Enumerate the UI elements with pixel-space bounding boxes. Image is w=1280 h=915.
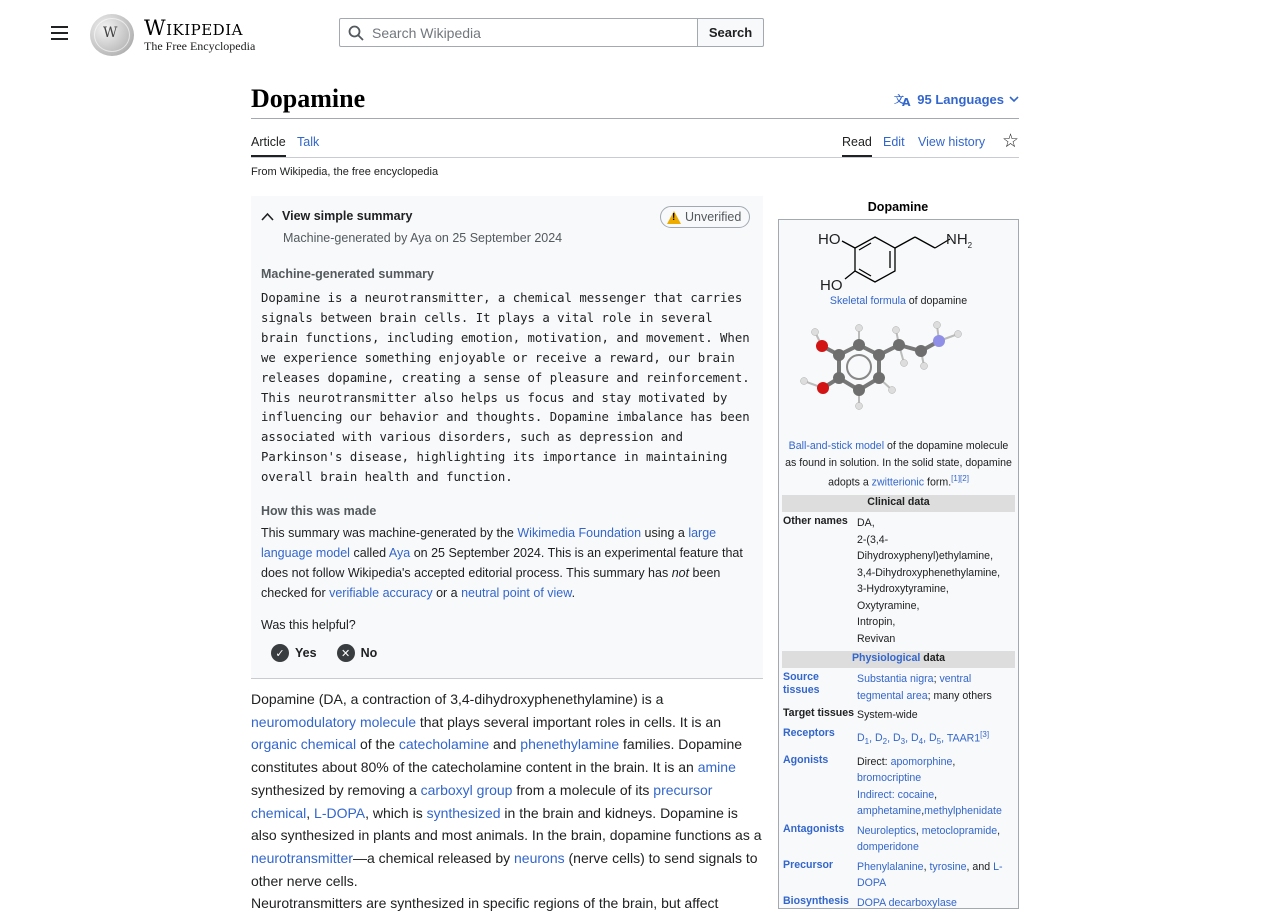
search-input[interactable] [372, 25, 672, 41]
link-synthesized[interactable]: synthesized [426, 804, 501, 821]
text: —a chemical released by [352, 849, 515, 866]
d-text: D [875, 732, 883, 745]
skeletal-caption [782, 295, 1015, 308]
text: , [915, 824, 922, 837]
text: data [920, 652, 946, 665]
physiological-data-header [782, 651, 1015, 668]
d-text: D [911, 732, 919, 745]
skeletal-formula-image[interactable] [782, 223, 1015, 295]
link-catecholamine[interactable]: catecholamine [398, 736, 490, 753]
yes-label: Yes [295, 646, 317, 660]
nh-subscript: 2 [967, 241, 973, 250]
antagonists-row [782, 823, 1015, 856]
tab-read[interactable]: Read [842, 135, 872, 157]
how-made-title: How this was made [261, 504, 377, 518]
summary-toggle-label: View simple summary [282, 209, 413, 223]
receptors-row [782, 727, 1015, 751]
link-ventral-tegmental-area[interactable]: ventral tegmental area [857, 673, 972, 702]
search-form [339, 18, 764, 47]
link-tyrosine[interactable]: tyrosine [929, 860, 967, 873]
hamburger-line [51, 32, 68, 34]
ball-and-stick-caption [782, 438, 1015, 491]
text: , which is [365, 804, 427, 821]
language-button[interactable] [894, 92, 1019, 107]
link-neurotransmitter[interactable]: neurotransmitter [251, 849, 353, 866]
receptor-d3[interactable] [893, 732, 906, 747]
link-carboxyl-group[interactable]: carboxyl group [420, 781, 513, 798]
target-tissues-row [782, 707, 1015, 724]
text: using a [641, 526, 689, 540]
text: , [306, 804, 315, 821]
unverified-badge [660, 206, 750, 228]
link-l-dopa[interactable]: L-DOPA [314, 804, 366, 821]
ho-label-bottom: HO [820, 277, 843, 294]
no-button[interactable] [337, 644, 378, 662]
link-substantia-nigra[interactable]: Substantia nigra [857, 673, 934, 686]
sub: 4 [918, 737, 924, 747]
text: that plays several important roles in cells. It is an [415, 713, 722, 730]
search-button[interactable]: Search [698, 18, 764, 47]
text: in the brain and kidneys. Dopamine is also synthesized in plants and most animals. In the brain, dopamine functions as a [251, 804, 762, 844]
other-name: Oxytyramine, [857, 599, 920, 612]
ho-label-top: HO [818, 231, 841, 248]
text: or a [432, 585, 462, 600]
title-row [251, 84, 1019, 119]
yes-button[interactable] [271, 644, 317, 662]
page-title: Dopamine [251, 84, 366, 113]
text: , [934, 788, 938, 801]
d-text: D [929, 732, 937, 745]
precursor-value [857, 859, 1015, 892]
page-tabs [251, 130, 1019, 158]
wordmark-tagline: The Free Encyclopedia [144, 39, 256, 53]
link-neuromodulatory-molecule[interactable]: neuromodulatory molecule [251, 713, 416, 730]
ball-and-stick-icon [782, 308, 1015, 438]
biosynthesis-label[interactable]: Biosynthesis [783, 894, 849, 907]
hamburger-icon [51, 26, 68, 28]
sub: 3 [900, 737, 906, 747]
summary-text: Dopamine is a neurotransmitter, a chemical messenger that carries signals between brain cells. It plays a vital role in several brain functions, including emotion, motivation, and movement. When we experience something enjoyable or receive a reward, our brain releases dopamine, creating a sense of pleasure and reinforcement. This neurotransmitter also helps us focus and stay motivated by influencing our behavior and thoughts. Dopamine imbalance has been associated with various disorders, such as depression and Parkinson's disease, highlighting its importance in maintaining overall brain health and function. [261, 291, 750, 485]
link-indirect[interactable]: Indirect: [857, 788, 898, 801]
emphasis: not [671, 565, 690, 580]
source-tissues-label[interactable]: Source tissues [783, 671, 820, 697]
text: , [997, 824, 1001, 837]
text: Direct: [857, 755, 891, 768]
other-name: 3-Hydroxytyramine, [857, 583, 949, 596]
text: form. [924, 476, 952, 489]
text: ; [933, 673, 940, 686]
link-ball-and-stick-model[interactable]: Ball-and-stick model [788, 440, 885, 452]
receptor-taar1[interactable]: TAAR1 [946, 732, 981, 745]
search-box [339, 18, 698, 47]
link-neurons[interactable]: neurons [514, 849, 565, 866]
link-neuroleptics[interactable]: Neuroleptics [857, 824, 916, 837]
summary-meta: Machine-generated by Aya on 25 September 2024 [283, 231, 563, 245]
source-tissues-value [857, 671, 1015, 704]
other-name: 3,4-Dihydroxyphenethylamine, [857, 566, 1001, 579]
link-apomorphine[interactable]: apomorphine [890, 755, 953, 768]
receptor-d5[interactable] [929, 732, 942, 747]
check-circle-icon: ✓ [271, 644, 289, 662]
receptor-d2[interactable] [875, 732, 888, 747]
wikipedia-logo[interactable] [90, 14, 255, 56]
close-circle-icon: ✕ [337, 644, 355, 662]
biosynthesis-row [782, 895, 1015, 912]
other-names-row [782, 515, 1015, 647]
precursor-row [782, 859, 1015, 892]
link-physiological[interactable]: Physiological [851, 652, 921, 665]
svg-text:A: A [902, 96, 911, 109]
antagonists-value [857, 823, 1015, 856]
link-amine[interactable]: amine [697, 759, 736, 776]
warning-icon [667, 211, 681, 224]
unverified-label: Unverified [685, 210, 742, 224]
text: Neurotransmitters are synthesized in specific regions of the brain, but affect [251, 895, 719, 912]
link-phenethylamine[interactable]: phenethylamine [520, 736, 620, 753]
main-menu-button[interactable] [44, 18, 74, 48]
text: ; many others [927, 689, 992, 702]
skeletal-formula-icon [782, 223, 1015, 295]
clinical-data-header: Clinical data [782, 495, 1015, 512]
text: , [952, 755, 956, 768]
link-methylphenidate[interactable]: methylphenidate [924, 805, 1002, 818]
source-tissues-row [782, 671, 1015, 704]
text: , and [966, 860, 994, 873]
how-made-text [261, 524, 756, 604]
d-text: D [893, 732, 901, 745]
sub: 2 [882, 737, 888, 747]
receptors-label[interactable]: Receptors [783, 726, 835, 739]
text: from a molecule of its [512, 781, 654, 798]
link-l-dopa-precursor[interactable]: L-DOPA [857, 860, 1003, 890]
site-subtitle: From Wikipedia, the free encyclopedia [251, 166, 439, 178]
text: and [489, 736, 521, 753]
text: of dopamine [905, 295, 968, 307]
link-cocaine[interactable]: cocaine [897, 788, 935, 801]
link-verifiable-accuracy[interactable]: verifiable accuracy [329, 585, 433, 600]
text: . [571, 585, 576, 600]
receptors-value: $D_1$, $D_2$, $D_3$, $D_4$, $D_5$, TAAR1[3] [857, 729, 990, 747]
infobox-caption: Dopamine [867, 200, 929, 214]
chevron-down-icon [1009, 96, 1019, 103]
biosynthesis-value[interactable]: DOPA decarboxylase [857, 896, 957, 909]
wordmark-title: Wikipedia [144, 16, 243, 40]
other-name: 2-(3,4- [857, 533, 889, 546]
chevron-up-icon [261, 212, 274, 221]
site-header [0, 0, 1280, 66]
reference-link[interactable]: [1][2] [951, 474, 969, 483]
target-tissues-label: Target tissues [783, 707, 855, 720]
link-amphetamine[interactable]: amphetamine [857, 805, 922, 818]
language-count: 95 Languages [917, 92, 1004, 107]
text: Dopamine (DA, a contraction of 3,4-dihydroxyphenethylamine) is a [251, 691, 664, 707]
simple-summary-panel [251, 196, 763, 679]
link-bromocriptine[interactable]: bromocriptine [857, 772, 922, 785]
other-name: Revivan [857, 632, 896, 645]
link-neutral-point-of-view[interactable]: neutral point of view [461, 585, 572, 600]
helpful-question: Was this helpful? [261, 618, 356, 632]
reference-link[interactable]: [3] [980, 729, 990, 739]
tab-article[interactable]: Article [251, 135, 286, 157]
text: This summary was machine-generated by the [261, 526, 518, 540]
infobox [778, 219, 1019, 909]
text: , [921, 805, 925, 818]
precursor-label[interactable]: Precursor [783, 858, 834, 871]
nh2-label [946, 231, 972, 250]
search-icon [348, 25, 364, 41]
link-skeletal-formula[interactable]: Skeletal formula [829, 295, 906, 307]
agonists-label[interactable]: Agonists [783, 753, 829, 766]
svg-text:文: 文 [894, 95, 905, 106]
agonists-row [782, 754, 1015, 820]
receptor-d4[interactable] [911, 732, 924, 747]
wordmark [144, 17, 255, 53]
summary-toggle[interactable] [261, 209, 412, 223]
link-large-language-model[interactable]: large language model [261, 526, 717, 560]
link-aya[interactable]: Aya [388, 545, 411, 560]
tab-view-history[interactable]: View history [918, 135, 986, 149]
summary-section-title: Machine-generated summary [261, 267, 434, 281]
link-wikimedia-foundation[interactable]: Wikimedia Foundation [517, 526, 642, 540]
text: synthesized by removing a [251, 781, 421, 798]
receptor-d1[interactable] [857, 732, 870, 747]
antagonists-label[interactable]: Antagonists [783, 822, 845, 835]
ball-and-stick-image[interactable] [782, 308, 1015, 438]
sub: 1 [864, 737, 870, 747]
nh-text: NH [946, 231, 968, 248]
other-names-label: Other names [783, 515, 848, 528]
no-label: No [360, 646, 378, 660]
d-text: D [857, 732, 865, 745]
other-name: DA, [857, 517, 875, 530]
text: (nerve cells) to send signals to other nerve cells. [251, 849, 758, 889]
link-phenylalanine[interactable]: Phenylalanine [857, 860, 924, 873]
other-name: Dihydroxyphenyl)ethylamine, [857, 550, 994, 563]
link-zwitterionic[interactable]: zwitterionic [871, 476, 925, 489]
feedback-buttons [271, 644, 377, 662]
target-tissues-value: System-wide [857, 709, 918, 722]
agonists-value [857, 754, 1015, 820]
link-organic-chemical[interactable]: organic chemical [251, 736, 357, 753]
text: been checked for [261, 565, 721, 600]
link-metoclopramide[interactable]: metoclopramide [921, 824, 998, 837]
tab-edit[interactable]: Edit [883, 135, 905, 149]
text: on 25 September 2024. This is an experimental feature that does not follow Wikipedia's accepted editorial process. This summary has [261, 545, 743, 580]
globe-logo-icon [90, 14, 134, 56]
hamburger-line [51, 38, 68, 40]
sub: 5 [936, 737, 942, 747]
text: , [923, 860, 930, 873]
other-name: Intropin, [857, 616, 896, 629]
text: families. Dopamine constitutes about 80% of the catecholamine content in the brain. It is an [251, 736, 743, 776]
link-precursor-chemical[interactable]: precursor chemical [251, 781, 713, 821]
tab-talk[interactable]: Talk [297, 135, 320, 149]
watch-star-icon[interactable]: ☆ [1001, 131, 1019, 152]
text: of the dopamine molecule as found in solution. In the solid state, dopamine adopts a [785, 440, 1012, 489]
text: of the [356, 736, 399, 753]
text: called [349, 545, 389, 560]
lead-paragraph [251, 688, 763, 915]
link-domperidone[interactable]: domperidone [857, 841, 919, 854]
other-names-value [857, 515, 1015, 647]
translate-icon [894, 92, 912, 107]
